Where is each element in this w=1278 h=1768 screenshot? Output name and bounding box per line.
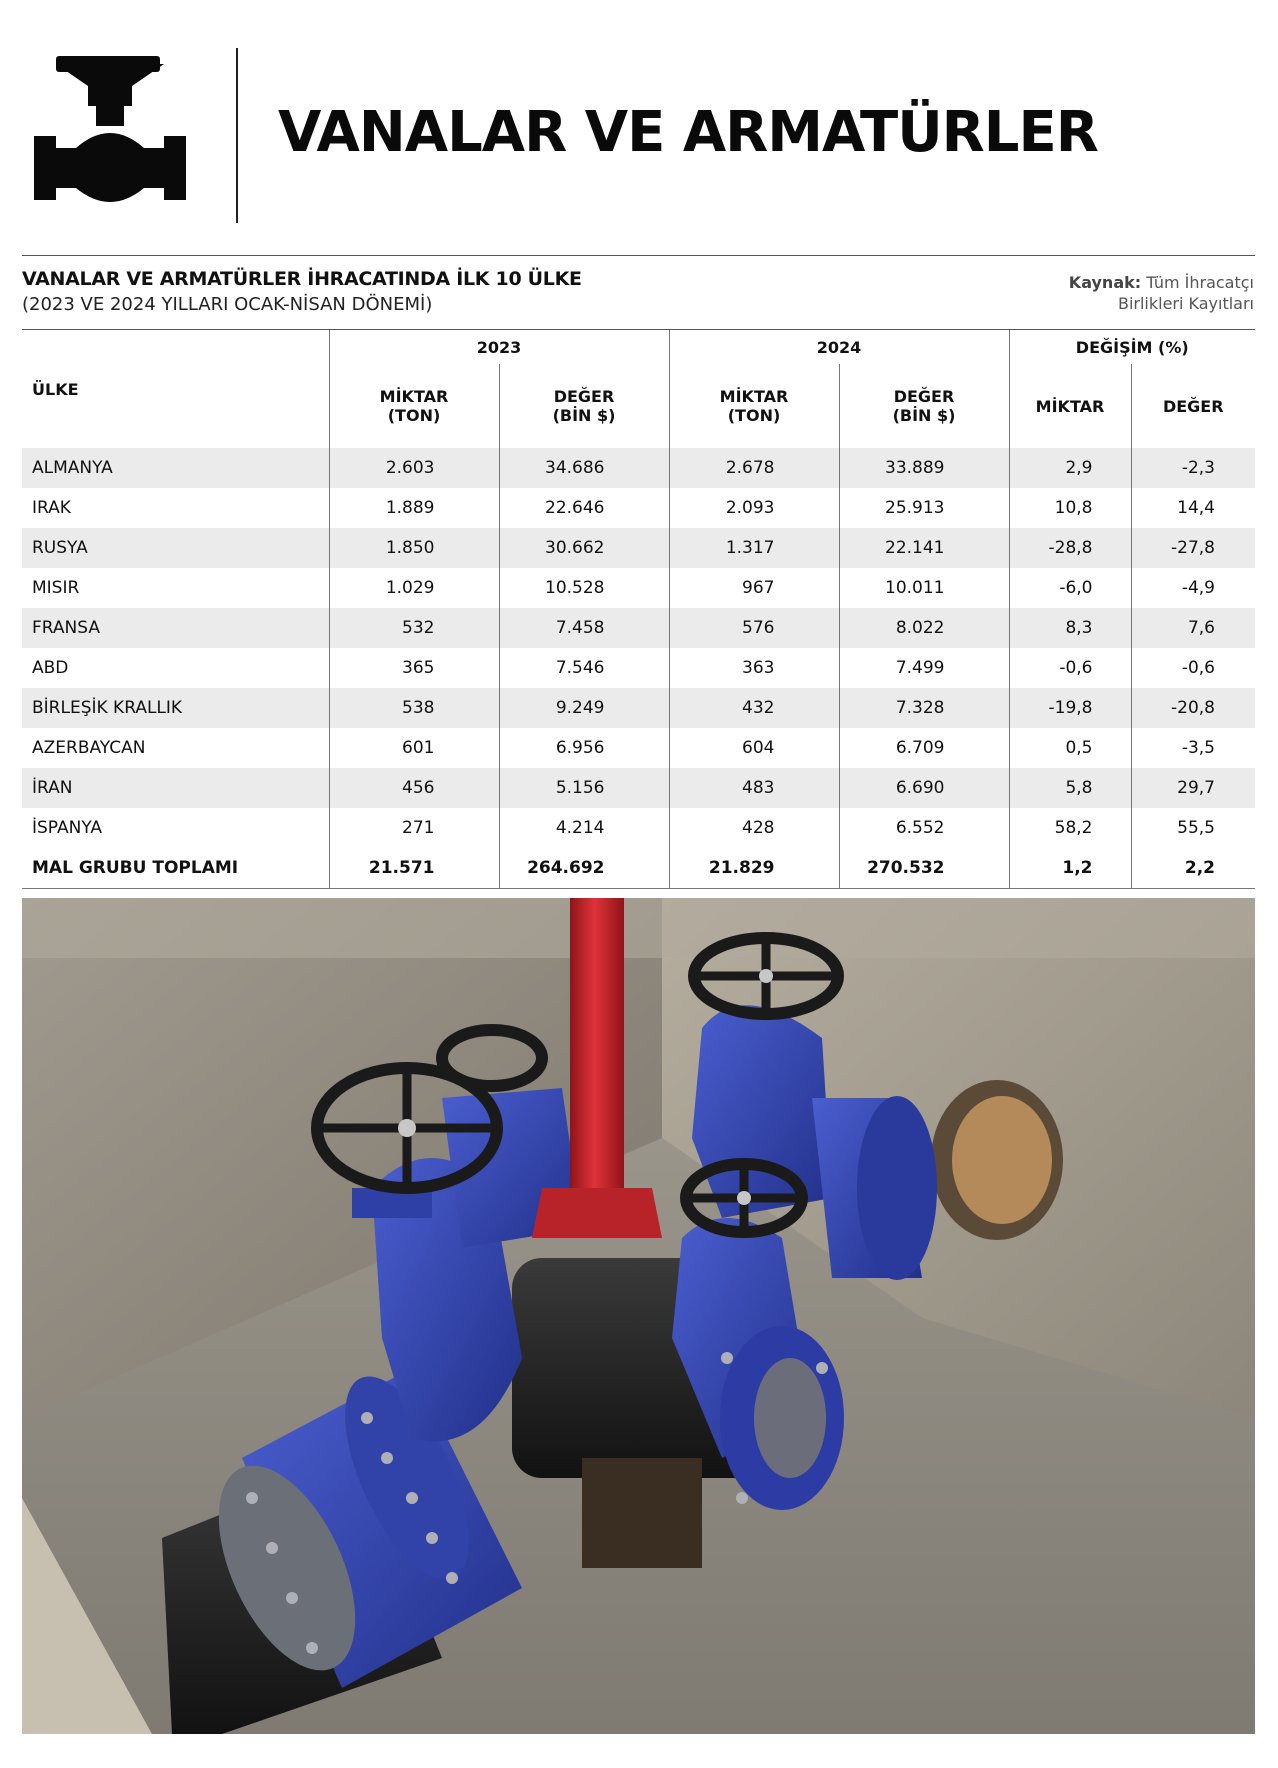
value-cell-cd: 29,7 xyxy=(1131,768,1255,808)
source-line1: Tüm İhracatçı xyxy=(1146,273,1254,292)
value-cell-cd: 55,5 xyxy=(1131,808,1255,848)
value-cell-cd: -2,3 xyxy=(1131,448,1255,488)
value-cell-d2023: 34.686 xyxy=(499,448,669,488)
value-cell-d2023: 10.528 xyxy=(499,568,669,608)
value-cell-d2024: 270.532 xyxy=(839,848,1009,889)
table-total-row xyxy=(22,848,1255,889)
valve-icon xyxy=(30,56,190,216)
value-cell-d2023: 264.692 xyxy=(499,848,669,889)
value-cell-cm: 1,2 xyxy=(1009,848,1131,889)
value-cell-cm: 8,3 xyxy=(1009,608,1131,648)
value-cell-d2023: 7.458 xyxy=(499,608,669,648)
value-cell-d2023: 22.646 xyxy=(499,488,669,528)
country-cell: FRANSA xyxy=(22,608,329,648)
value-cell-m2024: 2.678 xyxy=(669,448,839,488)
value-cell-d2024: 6.552 xyxy=(839,808,1009,848)
value-cell-cm: 2,9 xyxy=(1009,448,1131,488)
country-cell: ALMANYA xyxy=(22,448,329,488)
deger-2023-header: DEĞER (BİN $) xyxy=(499,364,669,448)
value-cell-d2024: 7.499 xyxy=(839,648,1009,688)
value-cell-m2024: 432 xyxy=(669,688,839,728)
value-cell-d2023: 30.662 xyxy=(499,528,669,568)
table-row xyxy=(22,688,1255,728)
miktar-2024-header: MİKTAR (TON) xyxy=(669,364,839,448)
group-2024-header: 2024 xyxy=(669,330,1009,364)
group-change-header: DEĞİŞİM (%) xyxy=(1009,330,1255,364)
value-cell-m2023: 1.029 xyxy=(329,568,499,608)
value-cell-d2023: 4.214 xyxy=(499,808,669,848)
value-cell-d2024: 6.709 xyxy=(839,728,1009,768)
value-cell-m2023: 1.889 xyxy=(329,488,499,528)
value-cell-cd: -27,8 xyxy=(1131,528,1255,568)
valve-installation-photo xyxy=(22,898,1255,1734)
value-cell-m2024: 967 xyxy=(669,568,839,608)
header-rule xyxy=(22,255,1255,256)
table-row xyxy=(22,528,1255,568)
value-cell-m2023: 456 xyxy=(329,768,499,808)
page-title: VANALAR VE ARMATÜRLER xyxy=(278,100,1098,165)
value-cell-d2023: 5.156 xyxy=(499,768,669,808)
value-cell-m2024: 604 xyxy=(669,728,839,768)
export-table xyxy=(22,330,1255,889)
source-note xyxy=(1069,272,1254,314)
value-cell-cd: -0,6 xyxy=(1131,648,1255,688)
value-cell-cm: 10,8 xyxy=(1009,488,1131,528)
value-cell-cd: 14,4 xyxy=(1131,488,1255,528)
table-row xyxy=(22,608,1255,648)
value-cell-m2023: 365 xyxy=(329,648,499,688)
table-row xyxy=(22,448,1255,488)
value-cell-d2024: 7.328 xyxy=(839,688,1009,728)
source-label: Kaynak: xyxy=(1068,273,1142,292)
section-title: VANALAR VE ARMATÜRLER İHRACATINDA İLK 10 ÜLKE xyxy=(22,268,582,290)
value-cell-d2024: 10.011 xyxy=(839,568,1009,608)
miktar-2023-header: MİKTAR (TON) xyxy=(329,364,499,448)
country-header: ÜLKE xyxy=(32,379,79,399)
value-cell-m2023: 601 xyxy=(329,728,499,768)
value-cell-cm: -28,8 xyxy=(1009,528,1131,568)
value-cell-m2024: 1.317 xyxy=(669,528,839,568)
value-cell-cd: -4,9 xyxy=(1131,568,1255,608)
value-cell-m2023: 271 xyxy=(329,808,499,848)
value-cell-m2024: 428 xyxy=(669,808,839,848)
change-deger-header: DEĞER xyxy=(1131,364,1255,448)
value-cell-d2024: 22.141 xyxy=(839,528,1009,568)
country-cell: MAL GRUBU TOPLAMI xyxy=(22,848,329,889)
value-cell-m2024: 576 xyxy=(669,608,839,648)
country-cell: MISIR xyxy=(32,578,80,598)
value-cell-m2024: 2.093 xyxy=(669,488,839,528)
value-cell-d2023: 9.249 xyxy=(499,688,669,728)
country-cell: IRAK xyxy=(32,498,71,518)
change-miktar-header: MİKTAR xyxy=(1009,364,1131,448)
table-row xyxy=(22,728,1255,768)
value-cell-d2023: 6.956 xyxy=(499,728,669,768)
table-row xyxy=(22,768,1255,808)
value-cell-m2024: 483 xyxy=(669,768,839,808)
value-cell-d2024: 6.690 xyxy=(839,768,1009,808)
value-cell-cm: -0,6 xyxy=(1009,648,1131,688)
value-cell-m2023: 2.603 xyxy=(329,448,499,488)
deger-2024-header: DEĞER (BİN $) xyxy=(839,364,1009,448)
table-row xyxy=(22,648,1255,688)
table-row xyxy=(22,488,1255,528)
table-row xyxy=(22,808,1255,848)
country-cell: İRAN xyxy=(22,768,329,808)
value-cell-m2024: 21.829 xyxy=(669,848,839,889)
value-cell-m2023: 1.850 xyxy=(329,528,499,568)
value-cell-d2024: 33.889 xyxy=(839,448,1009,488)
value-cell-cm: 0,5 xyxy=(1009,728,1131,768)
group-2023-header: 2023 xyxy=(329,330,669,364)
table-row xyxy=(22,568,1255,608)
value-cell-d2024: 25.913 xyxy=(839,488,1009,528)
value-cell-cd: 7,6 xyxy=(1131,608,1255,648)
country-cell: ABD xyxy=(32,658,69,678)
value-cell-m2023: 532 xyxy=(329,608,499,648)
value-cell-cd: -20,8 xyxy=(1131,688,1255,728)
value-cell-cm: 5,8 xyxy=(1009,768,1131,808)
value-cell-cm: -6,0 xyxy=(1009,568,1131,608)
value-cell-m2024: 363 xyxy=(669,648,839,688)
value-cell-d2024: 8.022 xyxy=(839,608,1009,648)
section-subtitle: (2023 VE 2024 YILLARI OCAK-NİSAN DÖNEMİ) xyxy=(22,294,433,315)
value-cell-d2023: 7.546 xyxy=(499,648,669,688)
header-divider xyxy=(236,48,238,223)
value-cell-cm: -19,8 xyxy=(1009,688,1131,728)
source-line2: Birlikleri Kayıtları xyxy=(1117,294,1254,313)
country-cell: İSPANYA xyxy=(32,818,103,838)
country-cell: RUSYA xyxy=(22,528,329,568)
value-cell-m2023: 538 xyxy=(329,688,499,728)
country-cell: AZERBAYCAN xyxy=(32,738,146,758)
country-cell: BİRLEŞİK KRALLIK xyxy=(22,688,329,728)
value-cell-cd: -3,5 xyxy=(1131,728,1255,768)
value-cell-m2023: 21.571 xyxy=(329,848,499,889)
value-cell-cd: 2,2 xyxy=(1131,848,1255,889)
value-cell-cm: 58,2 xyxy=(1009,808,1131,848)
